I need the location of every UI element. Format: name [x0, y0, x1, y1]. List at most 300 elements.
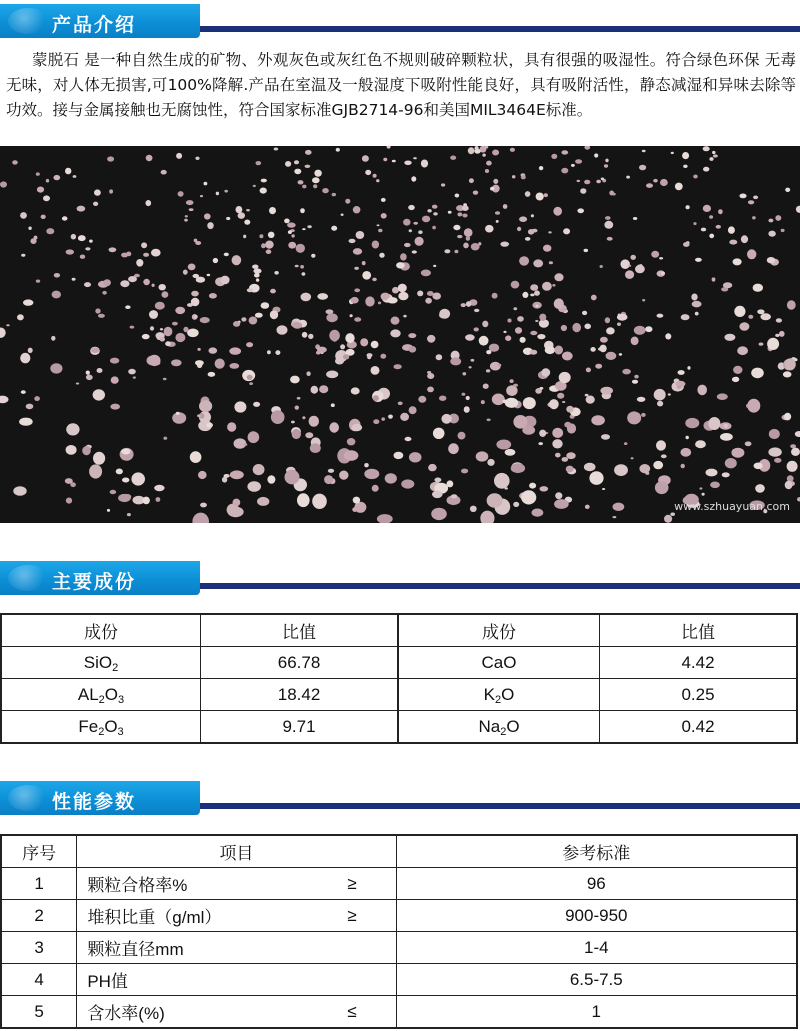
granule: [28, 348, 33, 353]
granule: [628, 265, 631, 267]
granule: [408, 205, 415, 210]
granule: [37, 187, 44, 193]
granule: [601, 178, 604, 181]
granule: [775, 334, 779, 337]
granule: [326, 313, 337, 322]
granule: [693, 222, 696, 225]
granule: [487, 493, 503, 507]
granule: [36, 280, 40, 283]
granule: [561, 168, 568, 174]
granule: [229, 363, 239, 369]
granule: [71, 234, 76, 240]
index-cell: 3: [1, 932, 77, 964]
granule: [371, 366, 380, 375]
granule: [428, 464, 437, 471]
granule: [716, 225, 721, 229]
granule: [436, 354, 443, 360]
granule: [216, 192, 219, 196]
granule: [699, 487, 702, 489]
granule: [785, 481, 793, 489]
granule: [23, 299, 33, 305]
granule: [617, 323, 621, 326]
granule: [292, 429, 301, 439]
granule: [577, 208, 584, 213]
item-cell: 颗粒合格率% ≥: [77, 868, 396, 900]
granule: [228, 507, 244, 518]
table-row: [1, 996, 797, 1029]
granule: [128, 369, 136, 375]
granule: [319, 385, 328, 393]
granule: [252, 265, 258, 269]
granule: [507, 319, 511, 323]
granule: [373, 174, 377, 178]
granule: [741, 235, 748, 243]
header-cell: 序号: [1, 835, 77, 868]
granule: [752, 216, 756, 219]
granule: [496, 220, 499, 223]
granule: [734, 306, 745, 317]
granule: [724, 424, 728, 428]
granule: [187, 329, 199, 338]
granule: [186, 200, 194, 205]
granule: [353, 248, 362, 255]
granule: [255, 161, 261, 165]
granule: [408, 333, 416, 338]
granule: [659, 257, 663, 259]
granule: [340, 344, 345, 349]
granule: [6, 324, 9, 326]
granule: [360, 338, 368, 346]
performance-title: 性能参数: [52, 791, 137, 813]
granule: [247, 375, 253, 380]
granule: [297, 493, 310, 507]
granule: [285, 161, 291, 167]
granule: [595, 364, 602, 369]
granule: [712, 151, 715, 154]
granule: [513, 415, 527, 429]
granule: [0, 181, 7, 187]
granule: [110, 358, 119, 364]
granule: [188, 264, 196, 271]
granule: [768, 447, 781, 456]
granule: [160, 337, 165, 342]
granule: [94, 189, 101, 195]
granule: [400, 253, 407, 260]
granule: [310, 443, 321, 453]
granule: [494, 473, 510, 489]
granule: [65, 168, 71, 175]
granule: [454, 250, 458, 254]
granule: [98, 314, 105, 318]
granule: [525, 237, 530, 241]
granule: [586, 368, 591, 373]
granule: [103, 279, 111, 286]
granule: [159, 284, 166, 290]
granule: [625, 271, 633, 278]
granule: [297, 397, 301, 400]
granule: [209, 293, 217, 299]
granule: [536, 305, 539, 308]
granule: [571, 164, 575, 167]
granule: [200, 503, 207, 508]
granule: [561, 325, 567, 331]
granules-image: [0, 146, 800, 523]
granule: [549, 261, 553, 264]
granule: [89, 464, 102, 478]
granule: [20, 353, 30, 364]
granule: [702, 493, 705, 496]
granule: [249, 317, 258, 325]
granule: [183, 327, 188, 333]
granule: [624, 442, 628, 445]
granule: [422, 216, 430, 223]
granule: [455, 194, 460, 198]
granule: [160, 328, 163, 330]
intro-paragraph: 蒙脱石 是一种自然生成的矿物、外观灰色或灰红色不规则破碎颗粒状，具有很强的吸湿性。符合绿色环保 无毒无味，对人体无损害,可100%降解.产品在室温及一般湿度下吸附性能良好，具有吸附活性，静态减湿和异味去除等功效。接与金属接触也无腐蚀性，符合国家标准GJB2714-96和美国MIL3464E标准。: [6, 51, 796, 119]
granule: [486, 161, 492, 166]
granule: [34, 396, 40, 401]
granule: [779, 331, 785, 337]
table-row: [1, 932, 797, 964]
granule: [537, 334, 545, 339]
granule: [21, 390, 26, 394]
granule: [176, 153, 182, 159]
granule: [76, 383, 79, 385]
granule: [441, 183, 445, 186]
granule: [703, 146, 710, 151]
index-cell: 1: [1, 868, 77, 900]
granule: [642, 150, 646, 152]
granule: [604, 221, 613, 229]
granule: [54, 273, 60, 278]
granule: [462, 372, 466, 375]
granule: [66, 249, 74, 254]
granule: [748, 315, 753, 319]
granule: [364, 463, 369, 467]
granule: [585, 505, 590, 509]
granule: [511, 281, 520, 289]
index-cell: 4: [1, 964, 77, 996]
granule: [298, 180, 304, 184]
granule: [295, 265, 299, 268]
granule: [233, 321, 240, 327]
ratio-cell: 66.78: [201, 647, 399, 679]
granule: [528, 229, 534, 235]
granule: [12, 160, 18, 164]
granule: [347, 438, 356, 445]
granule: [646, 183, 653, 188]
intro-title: 产品介绍: [52, 14, 137, 36]
granule: [97, 368, 103, 373]
granule: [296, 244, 305, 253]
granule: [116, 469, 123, 475]
granule: [683, 242, 690, 247]
granule: [532, 509, 544, 517]
granule: [531, 214, 534, 217]
header-cell: 项目: [77, 835, 396, 868]
granule: [464, 406, 470, 413]
granule: [751, 368, 764, 379]
granule: [302, 332, 308, 338]
granule: [717, 393, 728, 400]
granule: [450, 156, 456, 160]
granule: [439, 396, 446, 401]
granule: [421, 270, 431, 277]
granule: [52, 291, 61, 299]
granule: [657, 401, 663, 407]
granule: [566, 406, 573, 413]
granule: [128, 276, 137, 282]
granule: [639, 464, 650, 473]
granule: [387, 297, 398, 303]
granule: [78, 235, 86, 241]
granule: [451, 494, 457, 498]
granule: [464, 228, 473, 237]
granule: [197, 414, 201, 417]
granule: [496, 440, 511, 450]
granule: [164, 327, 173, 336]
granule: [580, 188, 586, 194]
granule: [545, 346, 555, 354]
tab-highlight: [8, 785, 48, 811]
granule: [206, 423, 213, 428]
granule: [175, 307, 185, 314]
intro-section-header: [0, 4, 800, 38]
granule: [365, 296, 374, 306]
granule: [143, 279, 150, 285]
granule: [548, 231, 551, 233]
section-tab: [0, 781, 200, 815]
granule: [519, 216, 527, 222]
granule: [517, 227, 521, 231]
granule: [600, 265, 603, 268]
granule: [774, 458, 781, 463]
ratio-cell: 4.42: [600, 647, 798, 679]
granule: [591, 415, 605, 425]
granule: [769, 429, 780, 439]
granule: [362, 271, 371, 280]
granule: [238, 212, 245, 219]
granule: [391, 317, 400, 325]
granule: [485, 169, 489, 173]
granule: [350, 314, 353, 317]
granule: [313, 184, 317, 188]
granule: [703, 167, 709, 172]
granule: [244, 220, 250, 225]
granule: [427, 209, 431, 212]
granule: [149, 310, 158, 319]
granule: [189, 208, 194, 211]
granule: [385, 473, 397, 483]
granule: [657, 314, 664, 318]
performance-section-header: [0, 781, 800, 815]
granule: [536, 193, 544, 201]
granule: [431, 508, 447, 520]
granule: [314, 170, 321, 177]
granule: [175, 333, 185, 342]
granule: [457, 212, 462, 216]
granule: [686, 436, 689, 439]
granule: [200, 195, 203, 197]
granule: [317, 347, 327, 353]
granule: [605, 317, 610, 323]
granule: [53, 175, 60, 180]
granule: [329, 330, 340, 341]
granule: [434, 478, 441, 483]
granule: [427, 373, 434, 379]
granule: [232, 255, 242, 265]
granule: [540, 486, 549, 491]
granule: [469, 366, 472, 368]
granule: [253, 268, 261, 273]
granule: [418, 230, 422, 234]
granule: [396, 262, 405, 268]
granule: [86, 375, 93, 381]
granule: [695, 258, 702, 262]
item-cell: 颗粒直径mm: [77, 932, 396, 964]
granule: [427, 371, 431, 374]
granule: [703, 205, 711, 212]
granule: [554, 346, 563, 355]
granule: [269, 207, 276, 214]
granule: [605, 159, 608, 163]
tab-highlight: [8, 8, 48, 34]
granule: [66, 423, 79, 435]
granule: [41, 215, 46, 219]
granule: [517, 316, 524, 322]
granule: [661, 272, 665, 275]
section-tab: [0, 561, 200, 595]
granule: [21, 254, 25, 257]
granule: [421, 160, 428, 168]
granule: [34, 236, 38, 240]
granule: [683, 165, 687, 168]
granule: [697, 385, 707, 396]
granule: [394, 452, 404, 459]
granule: [492, 293, 498, 299]
granule: [627, 411, 641, 424]
granule: [378, 302, 381, 305]
granule: [312, 177, 320, 183]
granule: [586, 396, 595, 404]
granule: [146, 200, 152, 206]
granule: [490, 187, 494, 191]
granule: [204, 182, 208, 186]
granule: [433, 265, 436, 267]
granule: [544, 193, 548, 197]
granule: [693, 175, 698, 179]
granule: [513, 502, 519, 507]
granule: [718, 209, 723, 214]
granule: [483, 384, 489, 389]
granule: [362, 155, 369, 162]
granule: [605, 216, 611, 220]
granule: [561, 150, 568, 154]
granule: [379, 253, 384, 258]
granule: [156, 497, 161, 502]
granule: [246, 209, 250, 211]
granule: [376, 179, 379, 182]
granule: [109, 189, 113, 193]
granule: [302, 185, 306, 189]
granule: [163, 437, 167, 440]
granule: [329, 422, 339, 432]
granule: [433, 428, 445, 439]
granule: [392, 160, 396, 163]
granule: [510, 148, 515, 152]
granule: [195, 157, 199, 160]
granule: [729, 240, 737, 245]
granule: [224, 474, 230, 478]
granule: [466, 301, 471, 307]
component-cell: $Na_2O$: [398, 711, 599, 744]
comparison-symbol: ≤: [347, 1002, 357, 1021]
granule: [521, 175, 526, 179]
granule: [642, 299, 645, 301]
granule: [613, 503, 625, 511]
granule: [162, 291, 169, 298]
granule: [617, 314, 628, 321]
granule: [398, 402, 403, 406]
granule: [124, 494, 131, 500]
granule: [739, 322, 749, 331]
granule: [163, 378, 167, 380]
granule: [466, 396, 470, 400]
granule: [153, 360, 161, 365]
granule: [639, 165, 646, 171]
table-header-row: [1, 614, 797, 647]
granule: [613, 516, 617, 518]
granule: [596, 180, 601, 183]
granule: [563, 228, 570, 234]
standard-cell: 900-950: [396, 900, 797, 932]
granule: [131, 472, 145, 485]
granule: [372, 241, 379, 249]
granule: [291, 234, 294, 237]
granule: [525, 191, 531, 197]
granule: [482, 154, 485, 157]
granule: [341, 214, 344, 216]
granule: [665, 333, 671, 339]
granule: [495, 211, 500, 215]
granule: [562, 401, 565, 403]
granule: [577, 180, 581, 182]
ratio-cell: 0.42: [600, 711, 798, 744]
granule: [294, 169, 301, 175]
granule: [724, 334, 735, 341]
granule: [664, 515, 672, 523]
comparison-symbol: ≥: [347, 906, 357, 925]
granule: [753, 196, 758, 200]
granule: [554, 273, 563, 281]
granule: [13, 486, 26, 496]
granule: [261, 243, 266, 248]
granule: [243, 235, 246, 239]
granule: [26, 404, 34, 410]
granule: [725, 458, 737, 468]
granule: [753, 284, 763, 292]
granule: [107, 509, 110, 512]
composition-title: 主要成份: [52, 571, 137, 593]
granule: [80, 255, 85, 259]
granule: [255, 313, 263, 318]
granule: [539, 314, 546, 321]
granule: [356, 231, 365, 239]
composition-section-header: [0, 561, 800, 595]
granule: [155, 302, 165, 310]
granule: [505, 335, 511, 341]
granule: [197, 348, 200, 351]
